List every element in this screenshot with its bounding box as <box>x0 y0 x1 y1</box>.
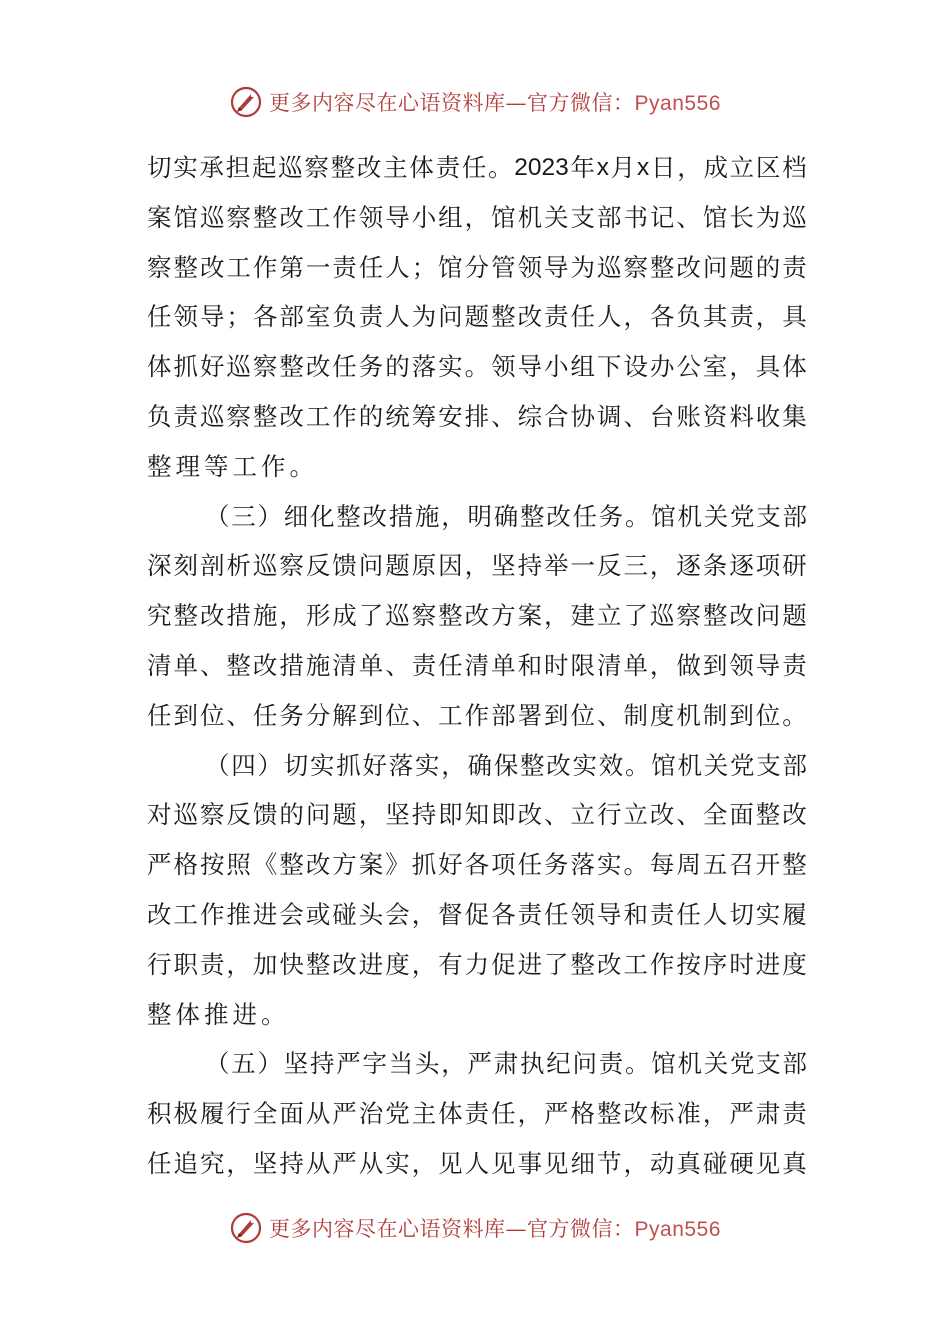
text-line: （ 五 ） 坚 持 严 字 当 头 ， 严 肃 执 纪 问 责 。 馆 机 关 党 支 部 <box>205 1049 807 1079</box>
pen-logo-icon <box>229 1211 263 1245</box>
header-watermark-text: 更多内容尽在心语资料库—官方微信： <box>269 91 635 115</box>
footer-watermark-id: Pyan556 <box>634 1218 721 1241</box>
footer-watermark <box>0 1208 950 1248</box>
text-line: 整理等工作。 <box>147 451 318 481</box>
text-line: 整体推进。 <box>147 999 290 1029</box>
text-line: 负 责 巡 察 整 改 工 作 的 统 筹 安 排 、 综 合 协 调 、 台 账 资 料 收 集 <box>147 401 807 431</box>
text-line: （ 三 ） 细 化 整 改 措 施 ， 明 确 整 改 任 务 。 馆 机 关 党 支 部 <box>205 501 807 531</box>
text-line: 严 格 按 照 《 整 改 方 案 》 抓 好 各 项 任 务 落 实 。 每 周 五 召 开 整 <box>147 850 807 880</box>
header-watermark-id: Pyan556 <box>634 92 721 115</box>
text-line: 行 职 责 ， 加 快 整 改 进 度 ， 有 力 促 进 了 整 改 工 作 按 序 时 进 度 <box>147 949 807 979</box>
text-line: 积 极 履 行 全 面 从 严 治 党 主 体 责 任 ， 严 格 整 改 标 准 ， 严 肃 责 <box>147 1099 807 1129</box>
text-line: 改 工 作 推 进 会 或 碰 头 会 ， 督 促 各 责 任 领 导 和 责 任 人 切 实 履 <box>147 899 807 929</box>
text-line: 任 领 导 ； 各 部 室 负 责 人 为 问 题 整 改 责 任 人 ， 各 负 其 责 ， 具 <box>147 302 807 332</box>
text-line: 任 追 究 ， 坚 持 从 严 从 实 ， 见 人 见 事 见 细 节 ， 动 真 碰 硬 见 真 <box>147 1148 807 1178</box>
text-line: 案 馆 巡 察 整 改 工 作 领 导 小 组 ， 馆 机 关 支 部 书 记 、 馆 长 为 巡 <box>147 202 807 232</box>
text-line: 深 刻 剖 析 巡 察 反 馈 问 题 原 因 ， 坚 持 举 一 反 三 ， 逐 条 逐 项 研 <box>147 551 807 581</box>
text-line: 体 抓 好 巡 察 整 改 任 务 的 落 实 。 领 导 小 组 下 设 办 公 室 ， 具 体 <box>147 352 807 382</box>
text-line: （ 四 ） 切 实 抓 好 落 实 ， 确 保 整 改 实 效 。 馆 机 关 党 支 部 <box>205 750 807 780</box>
text-line: 切 实 承 担 起 巡 察 整 改 主 体 责 任 。 2023 年 x 月 x 日 ， 成 立 区 档 <box>147 153 807 182</box>
text-line: 清 单 、 整 改 措 施 清 单 、 责 任 清 单 和 时 限 清 单 ， 做 到 领 导 责 <box>147 650 807 680</box>
text-line: 对 巡 察 反 馈 的 问 题 ， 坚 持 即 知 即 改 、 立 行 立 改 、 全 面 整 改 <box>147 800 807 830</box>
pen-logo-icon <box>229 85 263 119</box>
body-text <box>147 143 807 1189</box>
text-line: 究 整 改 措 施 ， 形 成 了 巡 察 整 改 方 案 ， 建 立 了 巡 察 整 改 问 题 <box>147 601 807 631</box>
header-watermark <box>0 82 950 122</box>
text-line: 任 到 位 、 任 务 分 解 到 位 、 工 作 部 署 到 位 、 制 度 机 制 到 位 。 <box>147 700 807 730</box>
footer-watermark-text: 更多内容尽在心语资料库—官方微信： <box>269 1217 635 1241</box>
text-line: 察 整 改 工 作 第 一 责 任 人 ； 馆 分 管 领 导 为 巡 察 整 改 问 题 的 责 <box>147 252 807 282</box>
